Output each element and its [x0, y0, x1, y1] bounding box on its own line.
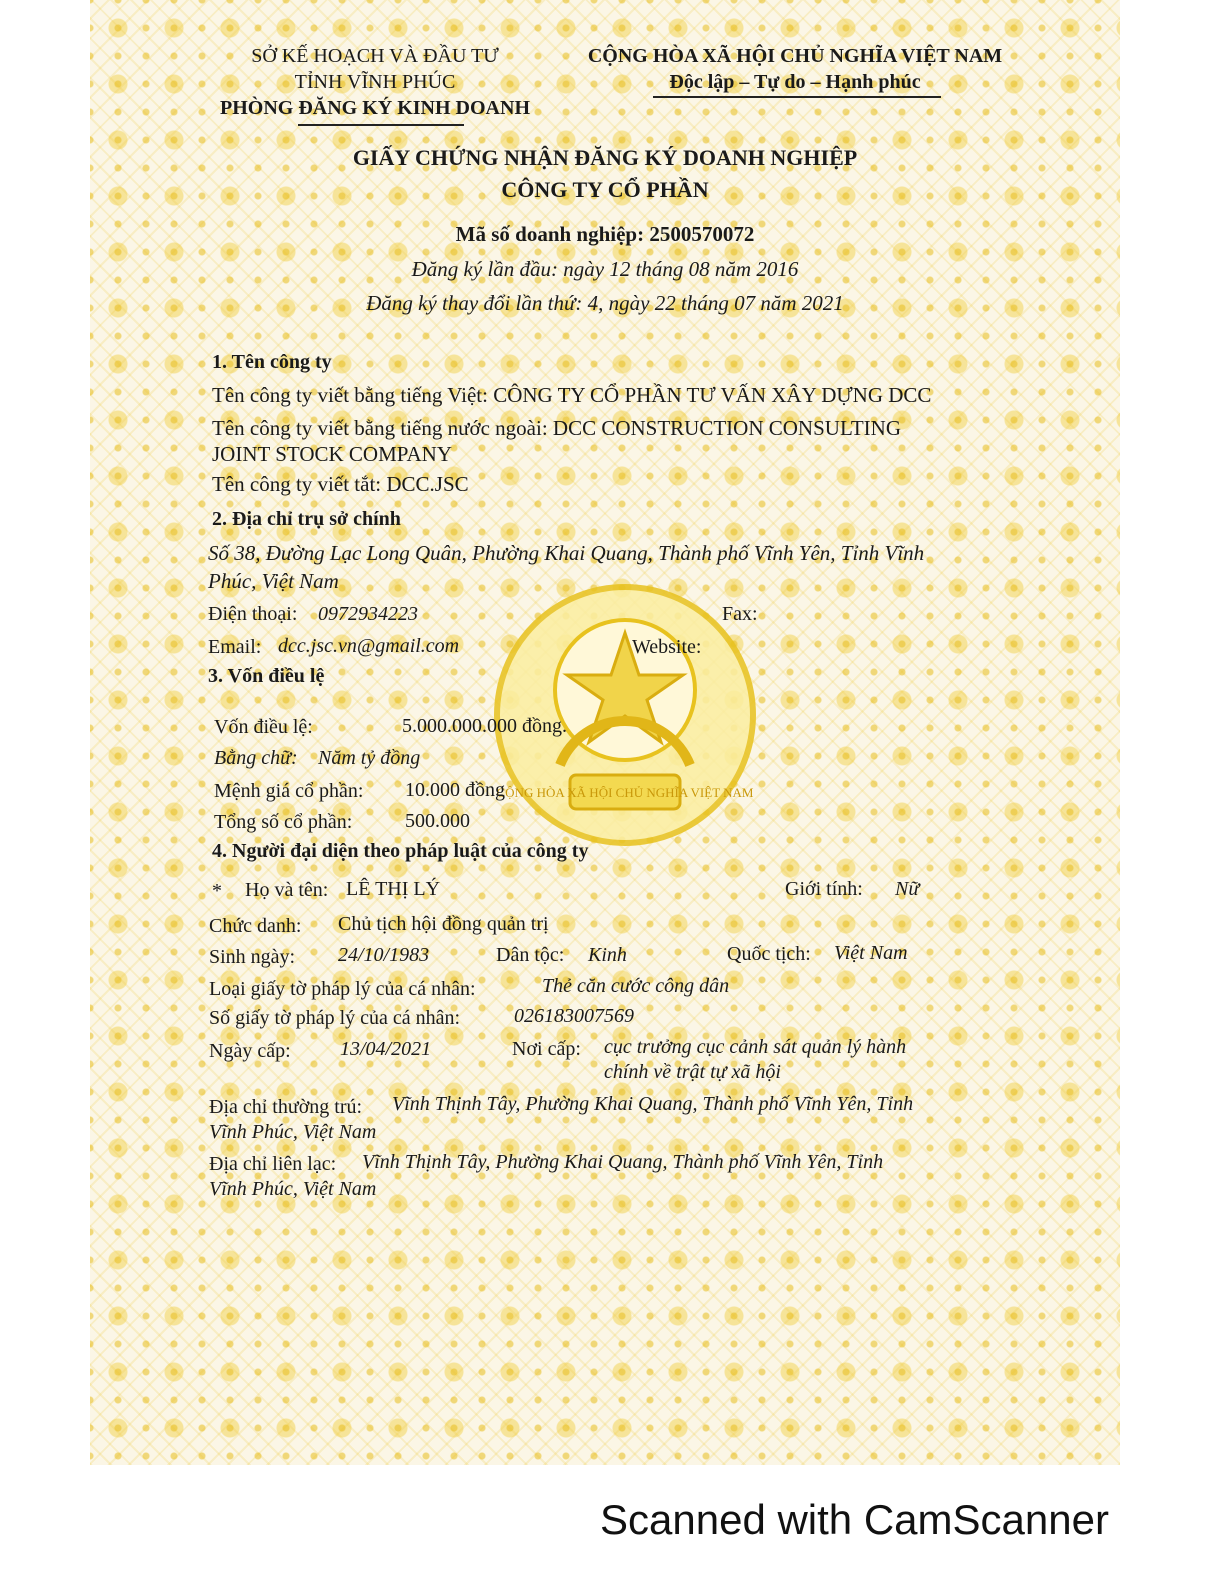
par-value: 10.000 đồng	[405, 779, 505, 801]
phone-value: 0972934223	[318, 603, 418, 625]
issue-date-label: Ngày cấp:	[209, 1040, 291, 1062]
short-company-name: Tên công ty viết tắt: DCC.JSC	[212, 472, 469, 496]
nationality-value: Việt Nam	[834, 942, 908, 964]
page-title: GIẤY CHỨNG NHẬN ĐĂNG KÝ DOANH NGHIỆP	[352, 145, 858, 170]
permanent-address-2: Vĩnh Phúc, Việt Nam	[209, 1121, 377, 1143]
contact-address-2: Vĩnh Phúc, Việt Nam	[209, 1178, 377, 1200]
website-label: Website:	[632, 636, 702, 658]
fax-label: Fax:	[722, 603, 758, 625]
name-label: Họ và tên:	[245, 879, 329, 901]
permanent-address-label: Địa chỉ thường trú:	[209, 1096, 363, 1118]
foreign-company-name-2: JOINT STOCK COMPANY	[212, 442, 453, 466]
id-type-value: Thẻ căn cước công dân	[542, 975, 730, 997]
foreign-company-name-1: Tên công ty viết bằng tiếng nước ngoài: DCC CONSTRUCTION CONSULTING	[212, 416, 901, 440]
section-4-heading: 4. Người đại diện theo pháp luật của công ty	[212, 840, 589, 862]
scanner-watermark: Scanned with CamScanner	[600, 1496, 1109, 1543]
contact-address-1: Vĩnh Thịnh Tây, Phường Khai Quang, Thành phố Vĩnh Yên, Tỉnh	[362, 1151, 884, 1173]
bullet: *	[212, 880, 222, 902]
id-type-label: Loại giấy tờ pháp lý của cá nhân:	[209, 978, 476, 1000]
total-shares-label: Tổng số cổ phần:	[214, 811, 353, 833]
gender-value: Nữ	[895, 878, 920, 900]
capital-label: Vốn điều lệ:	[214, 716, 313, 738]
header-office: PHÒNG ĐĂNG KÝ KINH DOANH	[220, 97, 530, 119]
ethnicity-value: Kinh	[588, 944, 627, 966]
capital-words-label: Bằng chữ:	[214, 747, 298, 769]
header-province: TỈNH VĨNH PHÚC	[294, 71, 456, 93]
emblem-text: CỘNG HÒA XÃ HỘI CHỦ NGHĨA VIỆT NAM	[496, 785, 754, 800]
header-right-rule	[653, 96, 941, 98]
head-office-address-1: Số 38, Đường Lạc Long Quân, Phường Khai Quang, Thành phố Vĩnh Yên, Tỉnh Vĩnh	[208, 541, 925, 565]
page-subtitle: CÔNG TY CỔ PHẦN	[501, 177, 709, 202]
dob-value: 24/10/1983	[338, 944, 430, 966]
header-country: CỘNG HÒA XÃ HỘI CHỦ NGHĨA VIỆT NAM	[587, 45, 1003, 67]
change-registration: Đăng ký thay đổi lần thứ: 4, ngày 22 tháng 07 năm 2021	[366, 291, 844, 315]
permanent-address-1: Vĩnh Thịnh Tây, Phường Khai Quang, Thành phố Vĩnh Yên, Tỉnh	[392, 1093, 914, 1115]
email-value: dcc.jsc.vn@gmail.com	[278, 635, 460, 657]
section-2-heading: 2. Địa chỉ trụ sở chính	[212, 508, 401, 530]
dob-label: Sinh ngày:	[209, 946, 296, 968]
gender-label: Giới tính:	[785, 878, 863, 900]
header-motto: Độc lập – Tự do – Hạnh phúc	[669, 71, 921, 93]
total-shares-value: 500.000	[405, 810, 470, 832]
header-dept: SỞ KẾ HOẠCH VÀ ĐẦU TƯ	[251, 45, 499, 67]
section-1-heading: 1. Tên công ty	[212, 351, 332, 373]
section-3-heading: 3. Vốn điều lệ	[208, 665, 325, 687]
ethnicity-label: Dân tộc:	[496, 944, 565, 966]
issue-date-value: 13/04/2021	[340, 1038, 432, 1060]
issue-place-label: Nơi cấp:	[512, 1038, 581, 1060]
contact-address-label: Địa chỉ liên lạc:	[209, 1153, 337, 1175]
tax-code: Mã số doanh nghiệp: 2500570072	[455, 222, 755, 246]
issue-place-value-2: chính về trật tự xã hội	[604, 1061, 781, 1083]
issue-place-value-1: cục trưởng cục cảnh sát quản lý hành	[604, 1036, 907, 1058]
vn-company-name: Tên công ty viết bằng tiếng Việt: CÔNG TY CỔ PHẦN TƯ VẤN XÂY DỰNG DCC	[212, 383, 932, 407]
id-number-label: Số giấy tờ pháp lý của cá nhân:	[209, 1007, 461, 1029]
position-value: Chủ tịch hội đồng quản trị	[338, 913, 549, 935]
first-registration: Đăng ký lần đầu: ngày 12 tháng 08 năm 2016	[411, 257, 799, 281]
par-value-label: Mệnh giá cổ phần:	[214, 780, 364, 802]
capital-value: 5.000.000.000 đồng.	[402, 715, 567, 737]
phone-label: Điện thoại:	[208, 603, 298, 625]
capital-words-value: Năm tỷ đồng	[318, 747, 421, 769]
head-office-address-2: Phúc, Việt Nam	[208, 569, 339, 593]
representative-name: LÊ THỊ LÝ	[346, 878, 441, 900]
email-label: Email:	[208, 636, 262, 658]
header-left-rule	[298, 124, 464, 126]
position-label: Chức danh:	[209, 915, 302, 937]
nationality-label: Quốc tịch:	[727, 943, 811, 965]
id-number-value: 026183007569	[514, 1005, 634, 1027]
